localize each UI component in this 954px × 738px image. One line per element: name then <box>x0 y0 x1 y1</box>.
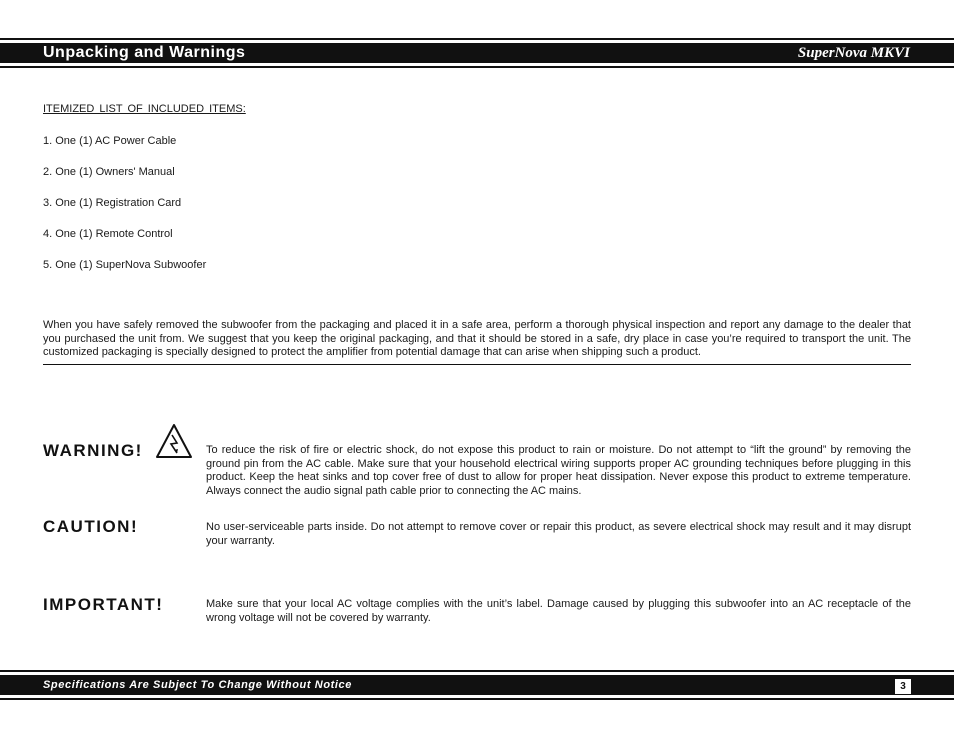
important-text: Make sure that your local AC voltage complies with the unit’s label. Damage caused by plugging this subwoofer into an AC receptacle of the wrong voltage will not be covered by warranty. <box>206 598 911 624</box>
important-label: IMPORTANT! <box>43 595 164 614</box>
electric-shock-warning-icon <box>155 423 193 459</box>
inspection-paragraph: When you have safely removed the subwoofer from the packaging and placed it in a safe area, perform a thorough physical inspection and report any damage to the dealer that you purchased the unit from. We suggest that you keep the original packaging, and that it should be stored in a safe, dry place in case you’re required to transport the unit. The customized packaging is specially designed to protect the amplifier from potential damage that can arise when shipping such a product. <box>43 319 911 358</box>
list-item: 1. One (1) AC Power Cable <box>43 135 177 147</box>
caution-text: No user-serviceable parts inside. Do not attempt to remove cover or repair this product, as severe electrical shock may result and it may disrupt your warranty. <box>206 521 911 547</box>
items-list-heading: ITEMIZED LIST OF INCLUDED ITEMS: <box>43 103 246 115</box>
footer-notice: Specifications Are Subject To Change Without Notice <box>43 679 352 691</box>
caution-label: CAUTION! <box>43 517 139 536</box>
page-footer <box>0 670 954 700</box>
divider <box>43 364 911 365</box>
warning-text: To reduce the risk of fire or electric shock, do not expose this product to rain or moisture. Do not attempt to “lift the ground” by removing the ground pin from the AC cable. Make sure that your household electrical wiring supports proper AC grounding techniques before plugging in this product. Keep the heat sinks and top cover free of dust to allow for proper heat dissipation. Never expose this product to extreme temperature. Always connect the audio signal path cable prior to connecting the AC mains. <box>206 444 911 497</box>
section-title: Unpacking and Warnings <box>43 44 246 61</box>
list-item: 2. One (1) Owners' Manual <box>43 166 175 178</box>
header-bar <box>0 43 954 63</box>
warning-label: WARNING! <box>43 441 143 460</box>
list-item: 5. One (1) SuperNova Subwoofer <box>43 259 207 271</box>
page-number: 3 <box>895 679 911 694</box>
list-item: 4. One (1) Remote Control <box>43 228 173 240</box>
list-item: 3. One (1) Registration Card <box>43 197 182 209</box>
page-header <box>0 38 954 68</box>
included-items-list <box>43 134 206 289</box>
product-name: SuperNova MKVI <box>797 45 910 61</box>
footer-bar <box>0 675 954 695</box>
